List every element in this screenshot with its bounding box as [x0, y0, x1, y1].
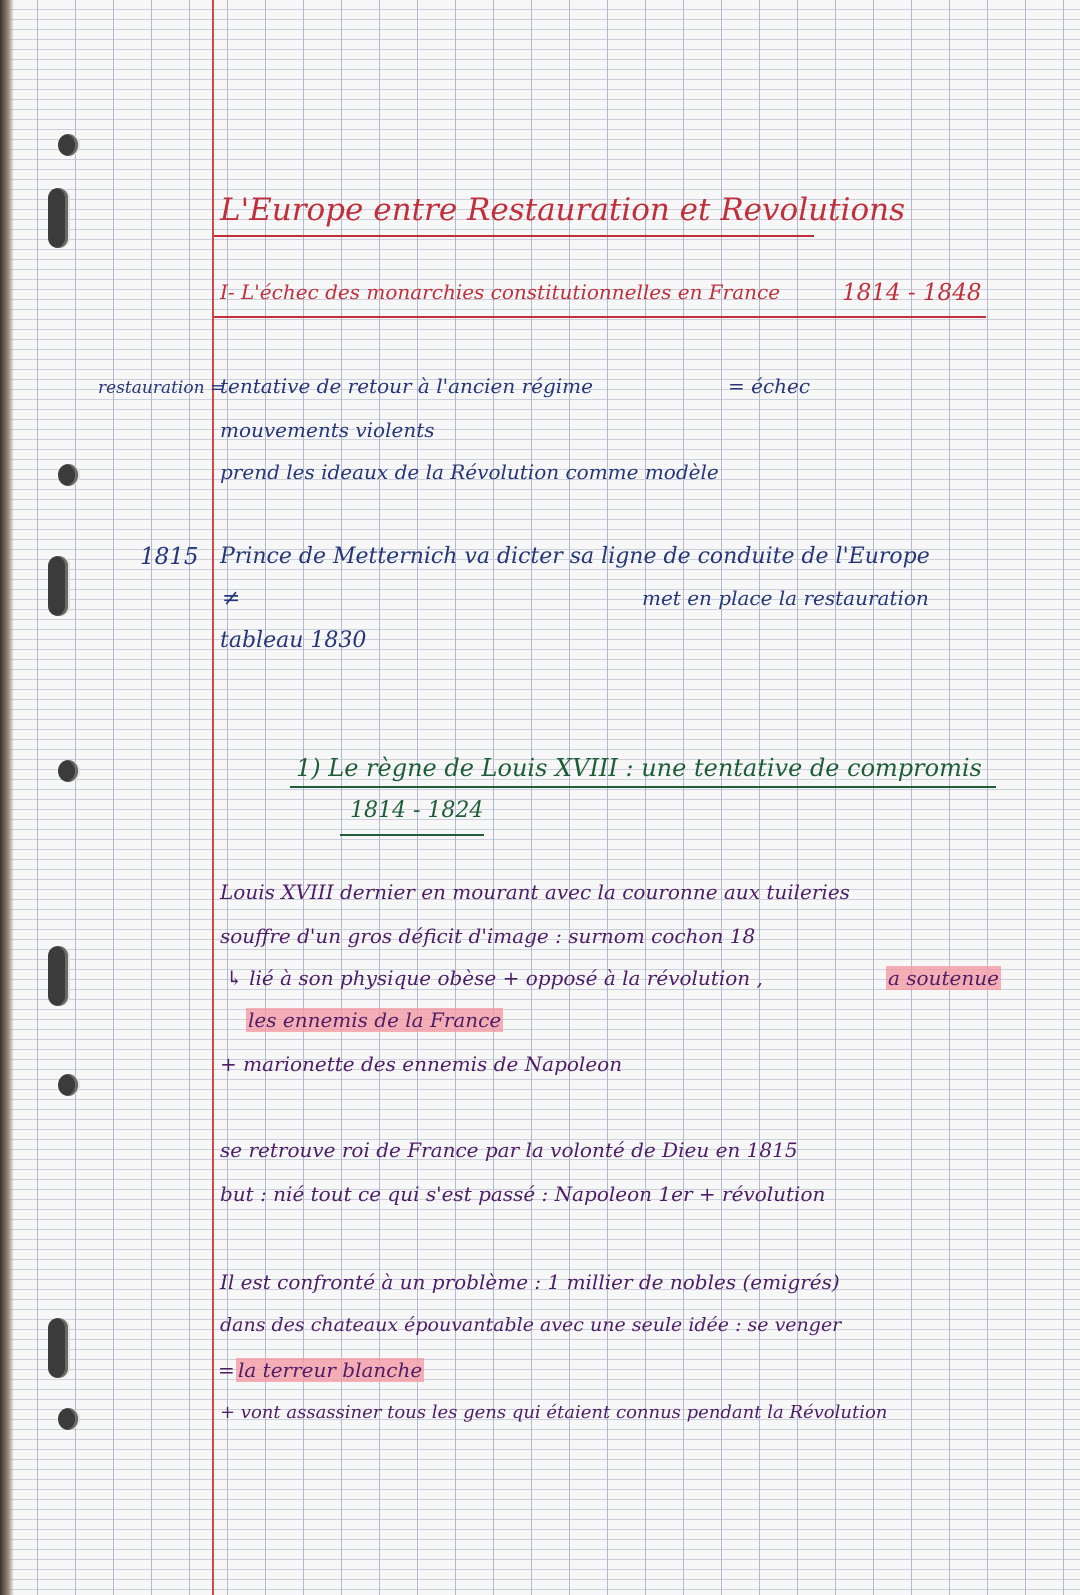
subsection-dates: 1814 - 1824	[350, 798, 484, 823]
text-line: met en place la restauration	[642, 586, 929, 610]
not-equal-sign: ≠	[222, 586, 241, 611]
section-underline	[214, 316, 986, 318]
binder-hole	[48, 946, 68, 1006]
text-line: dans des chateaux épouvantable avec une seule idée : se venger	[220, 1314, 842, 1336]
text-line: mouvements violents	[220, 418, 435, 442]
text-line: prend les ideaux de la Révolution comme modèle	[220, 460, 719, 484]
text-line: tableau 1830	[220, 628, 367, 653]
terreur-prefix: =	[218, 1358, 235, 1382]
year-label: 1815	[140, 544, 199, 570]
subsection-heading: 1) Le règne de Louis XVIII : une tentative de compromis	[296, 754, 982, 782]
restauration-result: = échec	[728, 374, 811, 398]
binder-hole	[58, 1408, 78, 1430]
text-line: Il est confronté à un problème : 1 millier de nobles (emigrés)	[220, 1270, 840, 1294]
text-line: tentative de retour à l'ancien régime	[220, 374, 593, 398]
highlighted-text: a soutenue	[888, 966, 999, 990]
dates-underline	[340, 834, 484, 836]
subsection-underline	[290, 786, 996, 788]
text-line: + vont assassiner tous les gens qui étaient connus pendant la Révolution	[220, 1402, 888, 1423]
binder-hole	[58, 134, 78, 156]
text-line: Prince de Metternich va dicter sa ligne de conduite de l'Europe	[220, 544, 930, 569]
binder-hole	[48, 188, 68, 248]
restauration-label: restauration =	[98, 378, 225, 398]
text-line: Louis XVIII dernier en mourant avec la couronne aux tuileries	[220, 880, 850, 904]
binder-hole	[48, 556, 68, 616]
section-heading: I- L'échec des monarchies constitutionnelles en France	[220, 280, 781, 304]
page-title: L'Europe entre Restauration et Revolutions	[220, 192, 905, 228]
binder-hole	[58, 760, 78, 782]
page-edge-shadow	[0, 0, 14, 1595]
text-line: souffre d'un gros déficit d'image : surnom cochon 18	[220, 924, 756, 948]
binder-hole	[48, 1318, 68, 1378]
section-dates: 1814 - 1848	[842, 280, 982, 306]
text-line: + marionette des ennemis de Napoleon	[220, 1052, 623, 1076]
text-line: but : nié tout ce qui s'est passé : Napoleon 1er + révolution	[220, 1182, 826, 1206]
highlighted-text: la terreur blanche	[238, 1358, 423, 1382]
binder-hole	[58, 464, 78, 486]
highlighted-text: les ennemis de la France	[248, 1008, 502, 1032]
text-line: se retrouve roi de France par la volonté de Dieu en 1815	[220, 1138, 798, 1162]
text-line: ↳ lié à son physique obèse + opposé à la révolution ,	[226, 966, 763, 990]
title-underline	[214, 235, 814, 237]
binder-hole	[58, 1074, 78, 1096]
